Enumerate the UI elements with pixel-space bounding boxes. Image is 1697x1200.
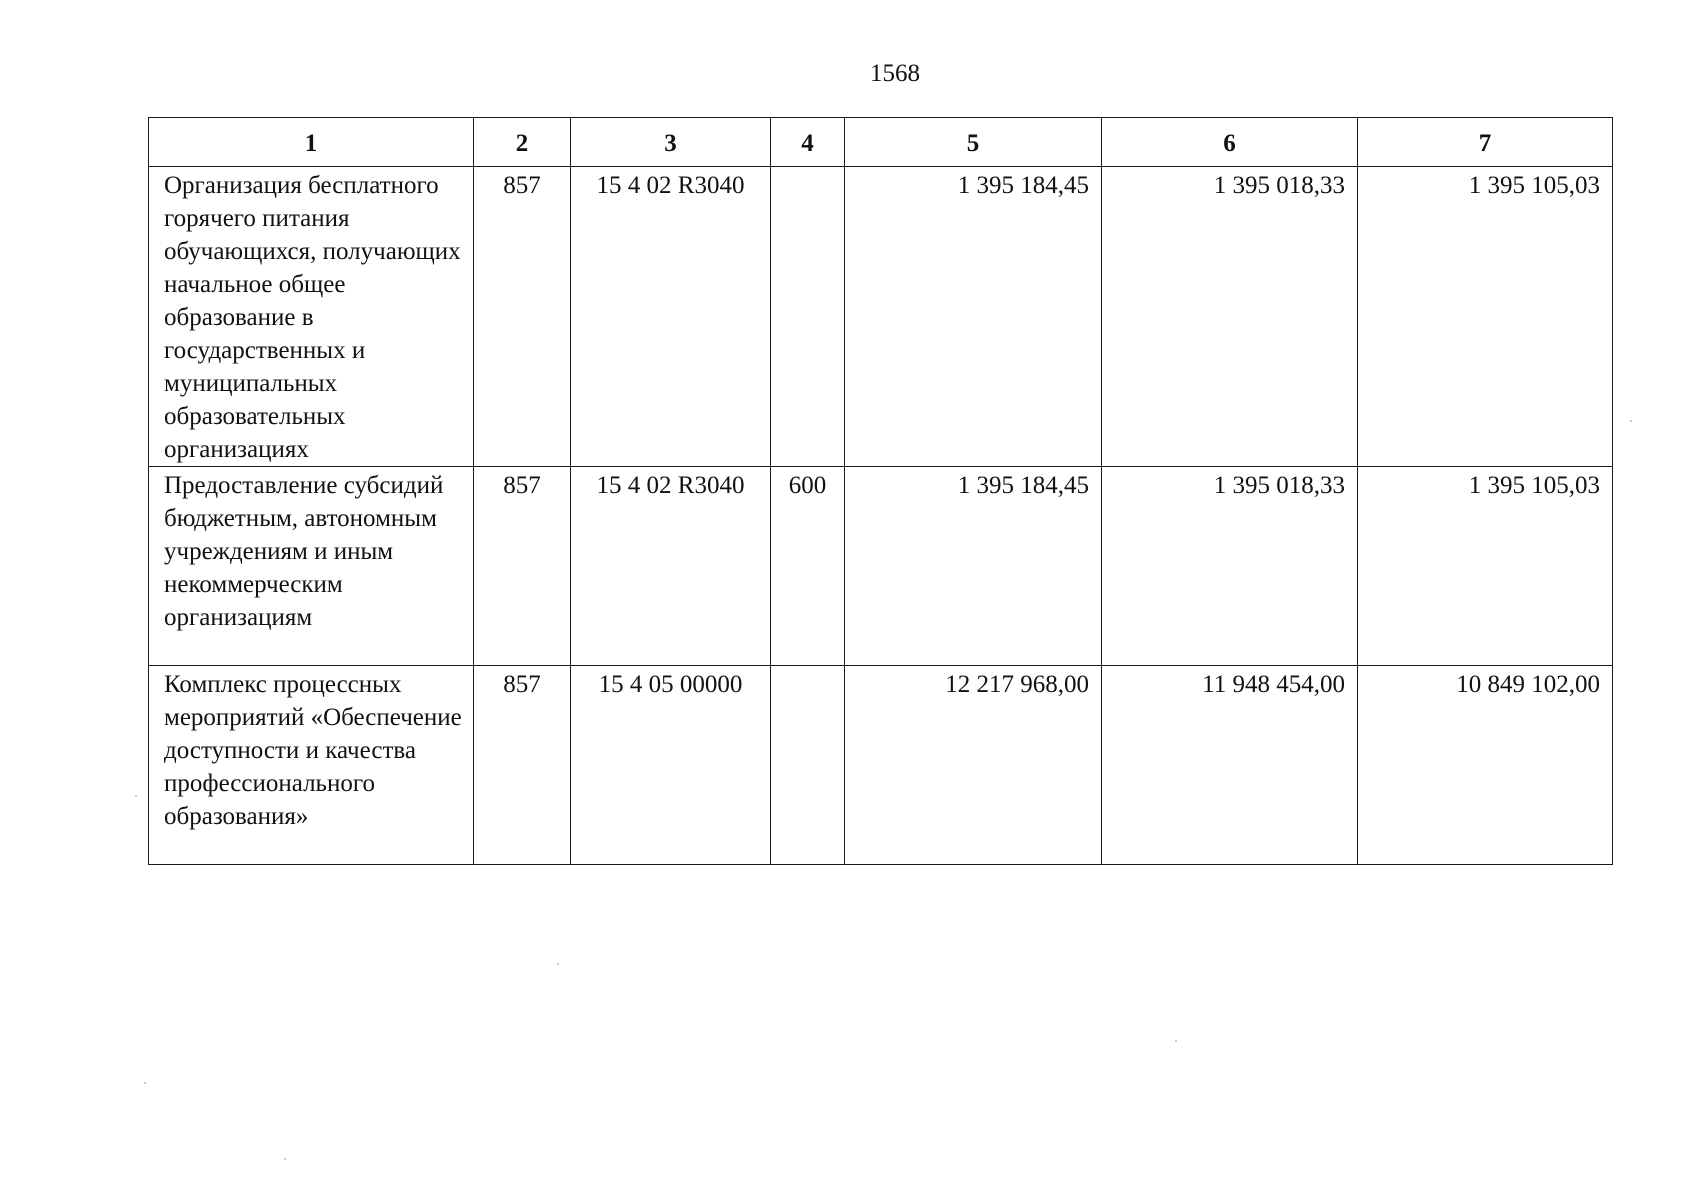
row-col4-cell: 600 xyxy=(771,467,845,666)
scan-speck xyxy=(1175,1040,1177,1042)
row-name-cell: Организация бесплатного горячего питания обучающихся, получающих начальное общее образование в государственных и муниципальных образовательных организациях xyxy=(149,167,474,467)
header-row xyxy=(149,118,1613,167)
row-col3-cell: 15 4 02 R3040 xyxy=(571,167,771,467)
row-col3-cell: 15 4 02 R3040 xyxy=(571,467,771,666)
scan-speck xyxy=(135,795,137,797)
column-header-3: 3 xyxy=(571,118,771,167)
row-col6-cell: 11 948 454,00 xyxy=(1102,666,1358,865)
column-header-5: 5 xyxy=(845,118,1102,167)
table-row xyxy=(149,467,1613,666)
row-col2-cell: 857 xyxy=(474,167,571,467)
scan-speck xyxy=(557,963,559,965)
scan-speck xyxy=(1630,420,1632,422)
column-header-2: 2 xyxy=(474,118,571,167)
row-col7-cell: 10 849 102,00 xyxy=(1358,666,1613,865)
page-number: 1568 xyxy=(870,60,920,87)
row-col2-cell: 857 xyxy=(474,467,571,666)
row-col7-cell: 1 395 105,03 xyxy=(1358,467,1613,666)
table-row xyxy=(149,666,1613,865)
row-col5-cell: 1 395 184,45 xyxy=(845,467,1102,666)
row-name-cell: Комплекс процессных мероприятий «Обеспечение доступности и качества профессионального образования» xyxy=(149,666,474,865)
column-header-1: 1 xyxy=(149,118,474,167)
budget-table xyxy=(148,117,1613,865)
row-col3-cell: 15 4 05 00000 xyxy=(571,666,771,865)
scan-speck xyxy=(144,1082,146,1084)
row-col6-cell: 1 395 018,33 xyxy=(1102,467,1358,666)
row-col7-cell: 1 395 105,03 xyxy=(1358,167,1613,467)
scan-speck xyxy=(284,1158,286,1160)
table-row xyxy=(149,167,1613,467)
row-col2-cell: 857 xyxy=(474,666,571,865)
row-col4-cell xyxy=(771,167,845,467)
row-col6-cell: 1 395 018,33 xyxy=(1102,167,1358,467)
column-header-7: 7 xyxy=(1358,118,1613,167)
row-name-cell: Предоставление субсидий бюджетным, автономным учреждениям и иным некоммерческим организациям xyxy=(149,467,474,666)
column-header-4: 4 xyxy=(771,118,845,167)
column-header-6: 6 xyxy=(1102,118,1358,167)
row-col5-cell: 12 217 968,00 xyxy=(845,666,1102,865)
row-col5-cell: 1 395 184,45 xyxy=(845,167,1102,467)
row-col4-cell xyxy=(771,666,845,865)
